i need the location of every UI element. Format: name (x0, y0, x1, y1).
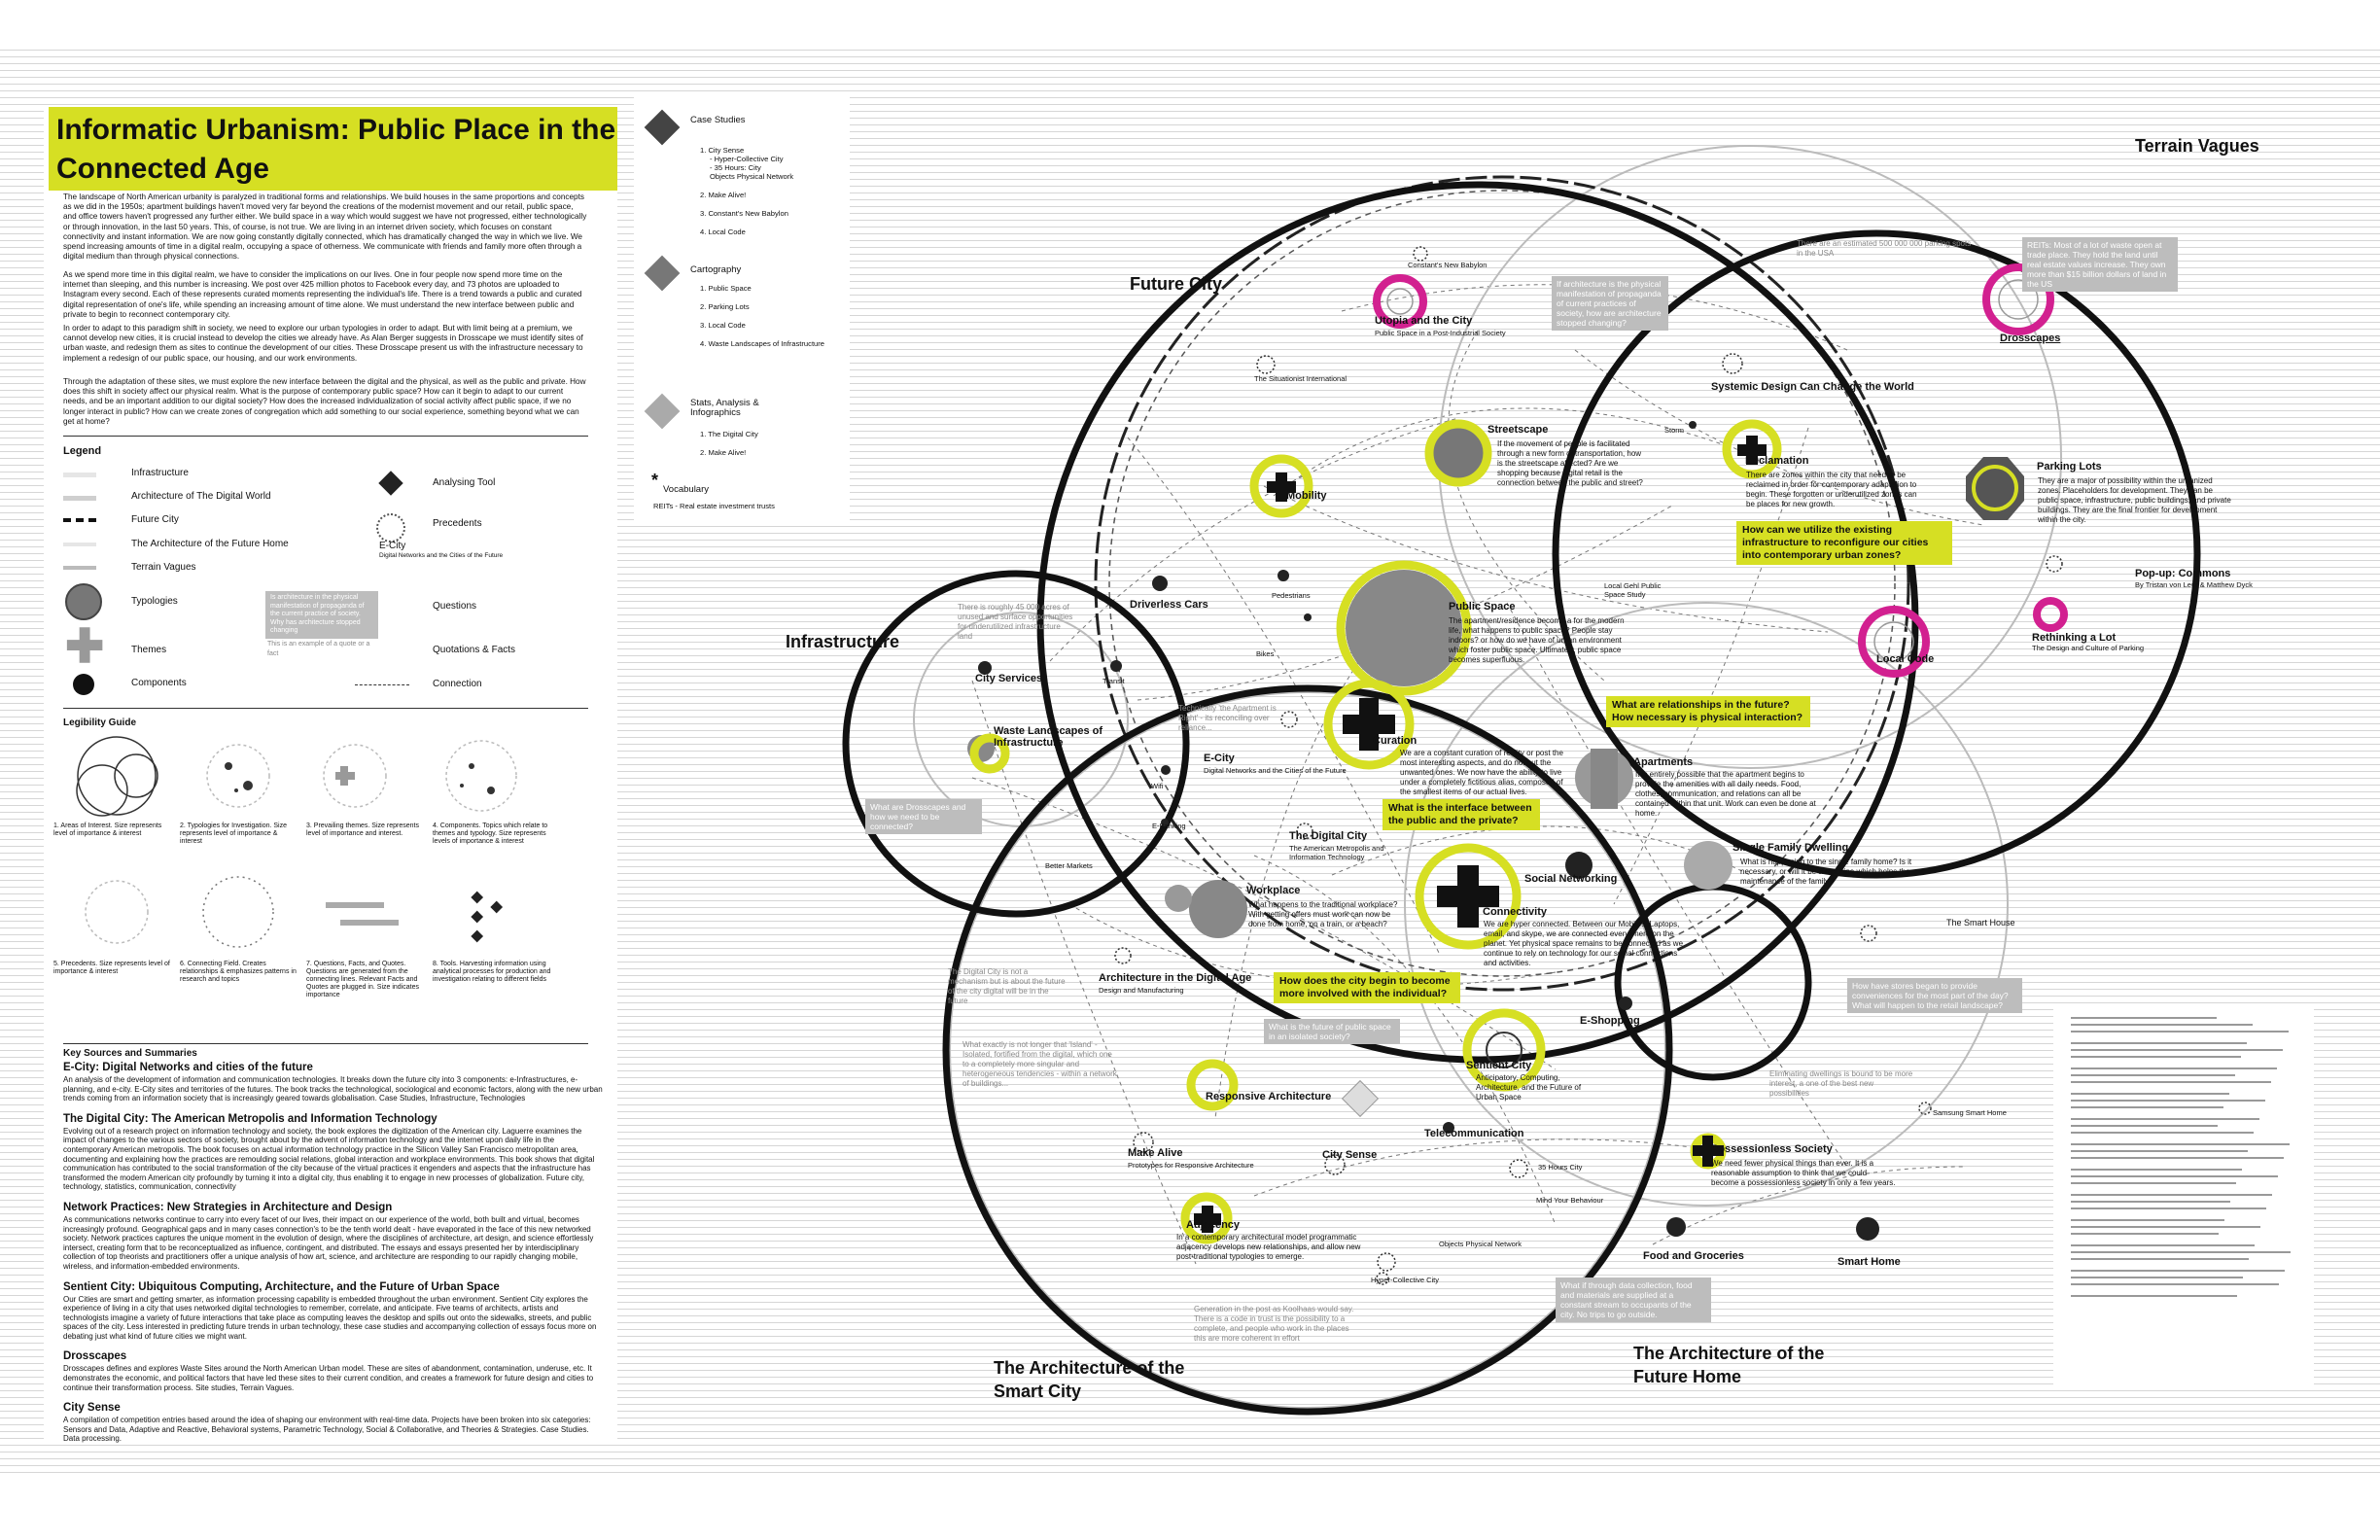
precedent-hyper-collective: Hyper-Collective City (1371, 1276, 1440, 1284)
typology-label-sentient-city: Sentient City (1466, 1060, 1532, 1071)
typology-label-streetscape: Streetscape (1488, 424, 1549, 436)
theme-plus-icons (1194, 436, 1767, 1233)
case-study-item: 4. Local Code (700, 228, 746, 236)
cartography-title: Cartography (690, 264, 742, 275)
precedent-arch-digital: Architecture in the Digital Age (1099, 972, 1252, 984)
note-propaganda: If architecture is the physical manifestation of propaganda of current practices of society, how are architecture stopped changing? (1552, 276, 1668, 331)
guide-item: 6. Connecting Field. Creates relationships & emphasizes patterns in research and topics (180, 961, 297, 983)
legend-item: Questions (433, 601, 477, 612)
precedent-gehl: Local Gehl Public Space Study (1604, 581, 1662, 599)
guide-item: 4. Components. Topics which relate to themes and typology. Size represents levels of importance & interest (433, 822, 548, 845)
precedent-systemic-design: Systemic Design Can Change the World (1711, 381, 1914, 393)
intro-paragraph-2: As we spend more time in this digital realm, we have to consider the implications on our lives. One in four people now spend more time on the internet than sleeping, and this number is increasing. We post over 425 million photos to Facebook every day, and 73 photos are uploaded to Instagram every second. Each of these represents curated moments representing the individual's life. There is a trend towards a public and curated digital representation of one's life, while spending an increasing amount of time alone. We must understand the new interface between public and private to begin to reconnect contemporary city. (63, 270, 582, 319)
legend-item: The Architecture of the Future Home (131, 539, 289, 549)
legend-item: Future City (131, 514, 179, 525)
cartography-item: 2. Parking Lots (700, 302, 750, 311)
quote-sample: This is an example of a quote or a fact (267, 641, 370, 657)
typology-label-workplace: Workplace (1246, 885, 1301, 896)
intro-paragraph-3: In order to adapt to this paradigm shift in society, we need to explore our urban typologies in order to adapt. But with limit being at a premium, we cannot develop new cities, it is crucial instead to develop the cities we already have. As Alan Berger suggests in Drosscape we must identify sites of urban waste, and redesign them as sites to continue the development of our cities. These Drosscape present us with the infrastructure necessary to implement a redesign of our public space, our housing, and our work environments. (63, 324, 583, 363)
intro-paragraph-4: Through the adaptation of these sites, we must explore the new interface between the digital and the physical, as well as the public and private. How does this shift in society affect our physical realm. What is the purpose of contemporary public space? How can it begin to adapt to our current needs, and be an important addition to our digital society? How does the increased individualization of social activity affect public space, if we no longer interact in public? How can we create zones of congregation which add something to our social experience, something beyond what we can get at home? (63, 377, 586, 426)
note-public-space: What is the future of public space in an isolated society? (1264, 1019, 1400, 1044)
precedent-digital-city: The Digital City (1289, 830, 1368, 842)
source-entry: Network Practices: New Strategies in Architecture and Design As communications networks continue to carry into every facet of our lives, their impact on our experience of the world, both built and virtual, becomes increasingly profound. Geographical gaps and in many cases connection's to be the tenth world dealt - have evaporated in the face of this new networked society. Network practices captures the unique moment in the evolution of design, where the disciplines of architecture, art design, and science effortlessly intersect, creating form that to be reconceptualized as influence, contingent, and distributed. The essays and essays presented her by interdisciplinary collection of top theorists and practitioners offer a unique analysis of how art, science, and architecture are responding to our rapidly changing mobile, wireless, and information-embedded environments. (63, 1201, 594, 1271)
quote-dwellings: Eliminating dwellings is bound to be more interest, a one of the best new possibilities (1769, 1069, 1913, 1098)
quote-digital-city: The Digital City is not a mechanism but is about the future of the city digital will be in the future (948, 967, 1066, 1005)
vocabulary-item: REITs - Real estate investment trusts (653, 502, 775, 510)
note-data-collection: What if through data collection, food and materials are supplied at a constant stream to occupants of the city. No trips to go outside. (1556, 1278, 1711, 1322)
case-studies-title: Case Studies (690, 115, 746, 125)
question-infrastructure: How can we utilize the existing infrastructure to reconfigure our cities into contemporary urban zones? (1736, 521, 1952, 565)
typology-label-city-services: City Services (975, 673, 1043, 684)
typology-label-apartments: Apartments (1633, 756, 1694, 768)
desc-apartments: It is entirely possible that the apartment begins to provide the amenities with all daily needs. Food, clothes, communication, and relations can all be contained within that unit. Work can even be done at home. (1635, 770, 1816, 818)
cartography-item: 1. Public Space (700, 284, 752, 293)
precedent-sample: E-City (379, 541, 406, 551)
precedent-ecity-sub: Digital Networks and the Cities of the Future (1204, 766, 1347, 775)
guide-item: 3. Prevailing themes. Size represents level of importance and interest. (306, 822, 419, 837)
precedent-popup-sub: By Tristan von Leur & Matthew Dyck (2135, 580, 2253, 589)
case-study-item: 2. Make Alive! (700, 191, 747, 199)
precedent-digital-city-sub: The American Metropolis and Information Technology (1289, 844, 1384, 861)
theme-label-reclamation: Reclamation (1745, 455, 1809, 467)
question-city-individual: How does the city begin to become more involved with the individual? (1274, 972, 1460, 1003)
stats-item: 1. The Digital City (700, 430, 758, 438)
apartments-building-icon (1591, 749, 1618, 809)
precedent-rethinking-sub: The Design and Culture of Parking (2032, 644, 2145, 652)
component-wifi: Wifi (1151, 782, 1164, 790)
component-transit: Transit (1102, 677, 1125, 685)
legend-item: Infrastructure (131, 468, 189, 478)
component-food: Food and Groceries (1643, 1250, 1744, 1262)
question-sample: Is architecture in the physical manifestation of propaganda of the current practice of society. Why has architecture stopped changing (265, 591, 378, 639)
precedent-make-alive-sub: Prototypes for Responsive Architecture (1128, 1161, 1254, 1170)
area-label-future-home: The Architecture of the Future Home (1633, 1344, 1825, 1386)
precedent-mind-behaviour: Mind Your Behaviour (1536, 1196, 1604, 1205)
component-telecommunication: Telecommunication (1424, 1128, 1524, 1139)
source-entry: E-City: Digital Networks and cities of the future An analysis of the development of information and communication technologies. It breaks down the future city into 3 components: e-Infrastructures, e-planning, and e-city. E-City sites and territories of the futures. The book tracks the technological, sociological and economic factors, along with the new urban trends coming from an information society that is increasingly geared towards globalisation. Case Studies, Infrastructure, Technologies (63, 1062, 603, 1103)
desc-workplace: What happens to the traditional workplace? With getting offers must work can now be done from home, on a train, or a beach? (1248, 900, 1398, 928)
legend-item: Typologies (131, 596, 178, 607)
typology-label-waste-landscapes: Waste Landscapes of Infrastructure (994, 725, 1103, 749)
desc-streetscape: If the movement of people is facilitated through a new form of transportation, how is the streetscape affected? Are we shopping because digital retail is the connection between the public and street? (1497, 439, 1643, 487)
desc-reclamation: There are zones within the city that need to be reclaimed in order for contemporary adaptation to begin. These forgotten or underutilized zones can be places for new growth. (1746, 471, 1917, 508)
guide-item: 2. Typologies for Investigation. Size represents level of importance & interest (180, 822, 287, 845)
component-bikes: Bikes (1256, 649, 1275, 658)
note-drosscapes: What are Drosscapes and how we need to be connected? (865, 799, 982, 834)
case-study-item: - 35 Hours: City (710, 163, 761, 172)
black-rings (846, 185, 2197, 1412)
precedent-samsung: Samsung Smart Home (1933, 1108, 2007, 1117)
theme-plus-icon: ✚ (65, 621, 105, 673)
typology-label-single-family: Single Family Dwelling (1732, 842, 1849, 854)
vocabulary-title: Vocabulary (663, 484, 710, 495)
legend-item: Terrain Vagues (131, 562, 196, 573)
precedent-better-markets: Better Markets (1045, 861, 1093, 870)
quote-apartment: Technically 'the Apartment is Right' - its reconciling over reliance... (1178, 704, 1277, 732)
quote-island: What exactly is not longer that 'Island' - Isolated, fortified from the digital, which one to a completely more singular and heterogeneous tendencies - within a network of buildings... (962, 1040, 1117, 1088)
area-label-infrastructure: Infrastructure (786, 632, 900, 651)
legend-item: Quotations & Facts (433, 645, 516, 655)
legibility-heading: Legibility Guide (63, 718, 137, 728)
theme-label-possessionless: Possessionless Society (1711, 1143, 1833, 1155)
precedent-sample-sub: Digital Networks and the Cities of the Future (379, 552, 504, 559)
guide-item: 8. Tools. Harvesting information using analytical processes for production and investigation relating to different fields (433, 961, 551, 983)
sources-heading: Key Sources and Summaries (63, 1048, 197, 1059)
component-driverless-cars: Driverless Cars (1130, 599, 1208, 611)
source-entry: The Digital City: The American Metropolis and Information Technology Evolving out of a research project on information technology and society, the book explores the digitization of the American city. Laguerre examines the impact of changes to the various sectors of society, brought about by the advent of information technology and the internet upon daily life in the contemporary American metropolis. The book focuses on actual information technology practice in the Silicon Valley San Francisco metropolitan area, documenting and explaining how the practices are remoulding social relations, global interaction and workplace environments. This book shows that digital communication has contributed to the social transformation of the city because of the virtual practices it engenders and aspects that the infrastructure has transformed the modern American city profoundly by turning it into a digital city, thus enabling it to engage in new processes of globalization. Future city, technology, statistics, communication, connectivity (63, 1112, 595, 1192)
precedent-new-babylon: Constant's New Babylon (1408, 261, 1488, 269)
asterisk-icon: * (651, 471, 659, 490)
component-smart-home: Smart Home (1838, 1256, 1901, 1268)
legend-heading: Legend (63, 445, 102, 457)
typology-label-local-code: Local Code (1876, 653, 1935, 665)
question-relationships: What are relationships in the future? How necessary is physical interaction? (1606, 696, 1810, 727)
cartography-item: 4. Waste Landscapes of Infrastructure (700, 339, 825, 348)
legend-item: Precedents (433, 518, 482, 529)
precedent-objects-network: Objects Physical Network (1439, 1240, 1522, 1248)
desc-sentient: Anticipatory, Computing, Architecture, and the Future of Urban Space (1476, 1073, 1582, 1102)
theme-label-connectivity: Connectivity (1483, 906, 1548, 918)
desc-possessionless: We need fewer physical things than ever. It is a reasonable assumption to think that we could become a possessionless society in only a few years. (1711, 1159, 1896, 1187)
source-entry: City Sense A compilation of competition entries based around the idea of shaping our environment with real-time data. Projects have been broken into six categories: Sensors and Data, Adaptive and Reactive, Behavioral systems, Parametric Technology, Social & Collaborative, and Theories & Strategies. Case Studies. Data processing. (63, 1402, 591, 1444)
component-pedestrians: Pedestrians (1272, 591, 1311, 600)
note-reits: REITs: Most of a lot of waste open at trade place. They hold the land until real estate values increase. They own more than $15 billion dollars of land in the US (2022, 237, 2178, 292)
desc-parking: They are a major of possibility within the urbanized zones. Placeholders for development. They can be public space, infrastructure, public buildings, and private buildings. They are the final frontier for development within the city. (2038, 476, 2231, 524)
desc-public-space: The apartment/residence become a for the modern life, what happens to public space? People stay indoors? or how do we have of urban environment which foster public space. Ultimately, public space becomes superfluous. (1449, 616, 1625, 664)
intro-paragraph-1: The landscape of North American urbanity is paralyzed in traditional forms and relationships. We build houses in the same proportions and concepts as we did in the 1950s; apartment buildings haven't moved very far beyond the creations of the modernist movement and our retail, public space, and office towers haven't progressed any further either. We build space in a way which would suggest we have not progressed, either technologically or through innovation, in the last 50 years. This, of course, is not true. We are living in an internet driven society, which focuses on constant connectivity and instant information. We are now going constantly digitally connected, which has dramatically changed the way in which we live. We spend increasing amounts of time in a digital realm, occupying a space of otherness. We communicate with friends and family more often through a digital medium than through physical connections. (63, 192, 587, 262)
desc-connectivity: We are hyper connected. Between our Mobiles, Laptops, email, and skype, we are connected everywhere on the planet. Yet physical space remains to be connected as we continue to rely on technology for our social connections and activities. (1484, 920, 1684, 967)
stats-title: Stats, Analysis & Infographics (690, 398, 759, 418)
source-entry: Sentient City: Ubiquitous Computing, Architecture, and the Future of Urban Space Our Cities are smart and getting smarter, as information processing capability is embedded throughout the urban environment. Sentient City explores the experience of living in a city that uses networked digital technologies to remember, correlate, and anticipate. Five teams of architects, artists and technologists imagine a variety of future interactions that take place as computing leaves the desktop and spills out onto the sidewalks, streets, and public spaces of the city. Less interested in predicting future trends in urban technology, these case studies and accompanying collection of essays focus more on debating just what kind of future cities we might want. (63, 1280, 597, 1341)
legend-item: Themes (131, 645, 167, 655)
note-stores: How have stores began to provide conveniences for the most part of the day? What will happen to the retail landscape? (1847, 978, 2022, 1013)
desc-adjacency: In a contemporary architectural model programmatic adjacency develops new relationships, and allow new post-traditional typologies to emerge. (1176, 1233, 1361, 1261)
component-social-networking: Social Networking (1524, 873, 1618, 885)
source-entry: Drosscapes Drosscapes defines and explores Waste Sites around the North American Urban model. These are sites of abandonment, contamination, underuse, etc. It demonstrates the economic, and political factors that have led these sites to their current condition, and creates a framework for future design and cities to continue their transformation process. Site studies, Terrain Vagues. (63, 1350, 594, 1392)
case-study-item: 1. City Sense (700, 146, 745, 155)
typology-label-parking: Parking Lots (2037, 461, 2102, 472)
theme-label-curation: Curation (1373, 735, 1418, 747)
precedent-situationist: The Situationist International (1254, 374, 1348, 383)
quote-acres: There is roughly 45 000 acres of unused and surface opportunities for underutilized infrastructure land (958, 603, 1073, 641)
legend-item: Architecture of The Digital World (131, 491, 271, 502)
typology-label-public-space: Public Space (1449, 601, 1516, 612)
precedent-utopia-sub: Public Space in a Post-Industrial Society (1375, 329, 1506, 337)
quote-koolhaas: Generation in the post as Koolhaas would say. There is a code in trust is the possibility to a complete, and people who work in the places this are more coherent in effort (1194, 1305, 1354, 1343)
area-label-future-city: Future City (1130, 274, 1223, 294)
component-eshopping: E-Shopping (1580, 1015, 1640, 1027)
poster-title: Informatic Urbanism: Public Place in the Connected Age (49, 107, 617, 191)
precedent-city-sense: City Sense (1322, 1149, 1378, 1161)
precedent-make-alive: Make Alive (1128, 1147, 1183, 1159)
cartography-item: 3. Local Code (700, 321, 746, 330)
desc-single-family: What is happening to the single family home? Is it necessary, or will it be a machine which helps the maintenance of the family? (1740, 858, 1912, 886)
legend-item: Components (131, 678, 187, 688)
case-study-item: 3. Constant's New Babylon (700, 209, 788, 218)
theme-label-mobility: Mobility (1286, 490, 1327, 502)
case-study-item: - Hyper-Collective City (710, 155, 784, 163)
quote-parking: There are an estimated 500 000 000 parking spots in the USA (1797, 239, 1972, 258)
precedent-rethinking-lot: Rethinking a Lot (2032, 632, 2117, 644)
theme-label-adjacency: Adjacency (1186, 1219, 1241, 1231)
guide-item: 5. Precedents. Size represents level of importance & interest (53, 961, 170, 975)
precedent-smart-house: The Smart House (1946, 918, 2015, 928)
precedent-utopia: Utopia and the City (1375, 315, 1473, 327)
desc-curation: We are a constant curation of reality or post the most interesting aspects, and do not out the unwanted ones. We now have the ability to live under a completely fictitious alias, composed of the smallest items of our actual lives. (1400, 749, 1563, 796)
area-label-smart-city: The Architecture of the Smart City (994, 1358, 1185, 1401)
guide-item: 1. Areas of Interest. Size represents level of importance & interest (53, 822, 162, 837)
legend-item: Connection (433, 679, 482, 689)
question-interface: What is the interface between the public and the private? (1382, 799, 1540, 830)
legend-item: Analysing Tool (433, 477, 496, 488)
precedent-arch-digital-sub: Design and Manufacturing (1099, 986, 1184, 995)
precedent-popup: Pop-up: Commons (2135, 568, 2231, 579)
precedent-ecity: E-City (1204, 752, 1235, 764)
precedent-responsive: Responsive Architecture (1206, 1091, 1332, 1102)
area-label-terrain-vagues: Terrain Vagues (2135, 136, 2259, 156)
stats-item: 2. Make Alive! (700, 448, 747, 457)
precedent-35-hours: 35 Hours City (1538, 1163, 1583, 1172)
case-study-item: Objects Physical Network (710, 172, 794, 181)
typology-label-drosscapes: Drosscapes (2000, 332, 2061, 344)
guide-item: 7. Questions, Facts, and Quotes. Questions are generated from the connecting lines. Relevant Facts and Quotes are plugged in. Size indicates importance (306, 961, 419, 998)
component-ebanking: E-Banking (1152, 822, 1186, 830)
component-storm: Storm (1664, 426, 1685, 435)
